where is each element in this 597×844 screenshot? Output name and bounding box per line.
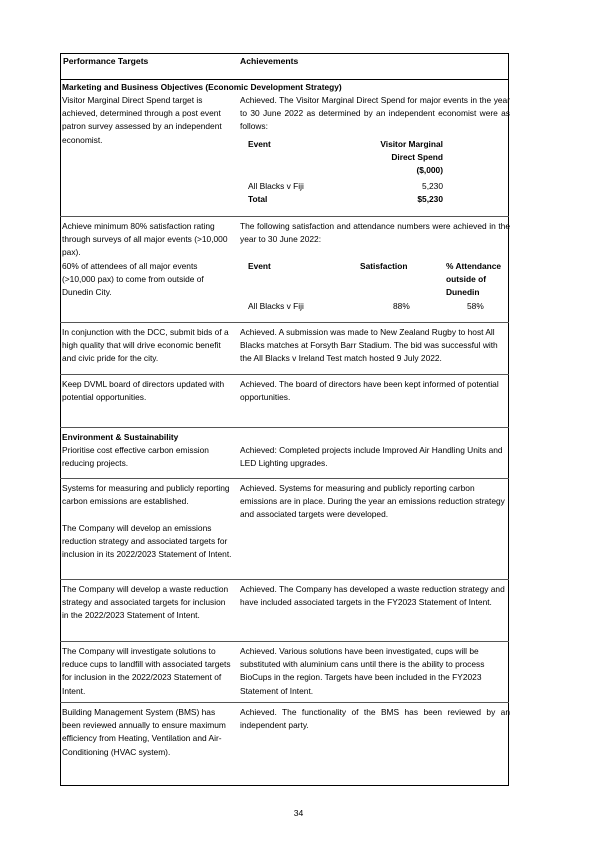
achievement-waste: Achieved. The Company has developed a waste reduction strategy and have included associated targets in the FY2023 Statement of Intent. — [240, 584, 505, 608]
sat-table-header-attendance-3: Dunedin — [446, 287, 480, 297]
target-emissions-systems: Systems for measuring and publicly reporting carbon emissions are established. — [62, 483, 230, 507]
spend-table-header-event: Event — [248, 139, 271, 149]
sat-table-header-attendance-1: % Attendance — [446, 261, 502, 271]
target-visitor-spend: Visitor Marginal Direct Spend target is achieved, determined through a post event patron survey assessed by an independent economist. — [62, 95, 222, 145]
sat-table-header-satisfaction: Satisfaction — [360, 261, 408, 271]
sat-table-attendance: 58% — [467, 301, 484, 311]
target-carbon-projects: Prioritise cost effective carbon emission reducing projects. — [62, 445, 209, 469]
achievement-emissions: Achieved. Systems for measuring and publicly reporting carbon emissions are in place. During the year an emissions reduction strategy and associated targets were developed. — [240, 483, 505, 520]
section-title-marketing: Marketing and Business Objectives (Economic Development Strategy) — [62, 82, 342, 92]
achievement-cups: Achieved. Various solutions have been investigated, cups will be substituted with aluminium cans until there is the ability to process BioCups in the region. Targets have been included in the FY2023 Statement of Intent. — [240, 646, 485, 696]
table-header — [60, 53, 509, 80]
sat-table-event: All Blacks v Fiji — [248, 301, 304, 311]
sat-table-header-event: Event — [248, 261, 271, 271]
spend-table-header-spend-1: Visitor Marginal — [380, 139, 443, 149]
spend-table-value: 5,230 — [422, 181, 443, 191]
row-divider — [60, 579, 509, 580]
row-divider — [60, 374, 509, 375]
row-divider — [60, 216, 509, 217]
target-emissions-strategy: The Company will develop an emissions reduction strategy and associated targets for inclusion in its 2022/2023 Statement of Intent. — [62, 523, 232, 560]
row-divider — [60, 478, 509, 479]
header-performance-targets: Performance Targets — [63, 56, 149, 66]
target-waste: The Company will develop a waste reduction strategy and associated targets for inclusion in the 2022/2023 Statement of Intent. — [62, 584, 229, 621]
row-divider — [60, 427, 509, 428]
spend-table-header-spend-2: Direct Spend — [391, 152, 443, 162]
achievement-bids: Achieved. A submission was made to New Zealand Rugby to host All Blacks matches at Forsyth Barr Stadium. The bid was successful with the All Blacks v Ireland Test match hosted 9 July 2022. — [240, 327, 498, 364]
target-satisfaction: Achieve minimum 80% satisfaction rating through surveys of all major events (>10,000 pax). — [62, 221, 228, 258]
spend-table-total-label: Total — [248, 194, 268, 204]
header-achievements: Achievements — [240, 56, 299, 66]
target-bids: In conjunction with the DCC, submit bids of a high quality that will drive economic benefit and civic pride for the city. — [62, 327, 229, 364]
sat-table-satisfaction: 88% — [393, 301, 410, 311]
row-divider — [60, 322, 509, 323]
target-bms: Building Management System (BMS) has been reviewed annually to ensure maximum efficiency from Heating, Ventilation and Air-Conditioning (HVAC system). — [62, 707, 226, 757]
target-cups: The Company will investigate solutions to reduce cups to landfill with associated targets for inclusion in the 2022/2023 Statement of Intent. — [62, 646, 231, 696]
page-number: 34 — [293, 808, 304, 818]
spend-table-event: All Blacks v Fiji — [248, 181, 304, 191]
row-divider — [60, 641, 509, 642]
target-board: Keep DVML board of directors updated with potential opportunities. — [62, 379, 225, 403]
section-title-environment: Environment & Sustainability — [62, 432, 179, 442]
achievement-carbon-projects: Achieved: Completed projects include Improved Air Handling Units and LED Lighting upgrades. — [240, 445, 503, 469]
spend-table-header-spend-3: ($,000) — [416, 165, 443, 175]
achievement-bms: Achieved. The functionality of the BMS has been reviewed by an independent party. — [240, 707, 510, 731]
spend-table-total-value: $5,230 — [417, 194, 443, 204]
achievement-satisfaction: The following satisfaction and attendance numbers were achieved in the year to 30 June 2022: — [240, 221, 510, 245]
achievement-board: Achieved. The board of directors have been kept informed of potential opportunities. — [240, 379, 499, 403]
achievement-visitor-spend: Achieved. The Visitor Marginal Direct Spend for major events in the year to 30 June 2022 as determined by an independent economist were as follows: — [240, 95, 510, 132]
row-divider — [60, 702, 509, 703]
target-attendance: 60% of attendees of all major events (>10,000 pax) to come from outside of Dunedin City. — [62, 261, 204, 298]
sat-table-header-attendance-2: outside of — [446, 274, 487, 284]
